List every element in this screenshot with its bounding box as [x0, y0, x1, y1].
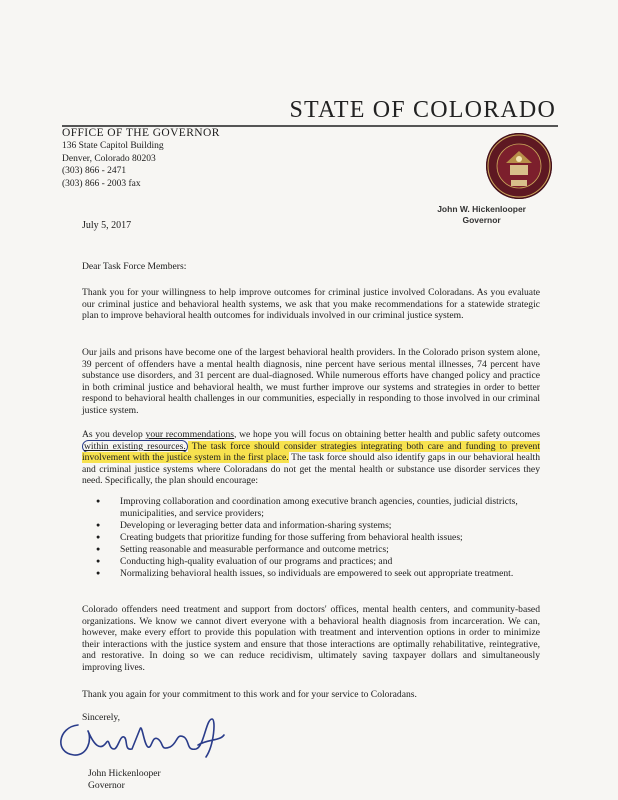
state-title: STATE OF COLORADO: [289, 97, 556, 123]
signer-block: [88, 768, 161, 792]
address-line-1: 136 State Capitol Building: [62, 141, 164, 151]
list-item: ● Conducting high-quality evaluation of our programs and practices; and: [82, 556, 540, 568]
address-line-2: Denver, Colorado 80203: [62, 153, 156, 164]
circled-existing-resources: within existing resources.: [84, 440, 186, 452]
signer-title: Governor: [88, 780, 125, 791]
p3-text-c: , we hope you will focus on obtaining better health and public safety outcomes: [234, 429, 540, 440]
governor-name: John W. Hickenlooper: [437, 204, 526, 214]
fax-number: (303) 866 - 2003 fax: [62, 178, 141, 189]
letter-date: July 5, 2017: [82, 220, 132, 231]
paragraph-3: [82, 429, 540, 487]
list-item: ● Normalizing behavioral health issues, so individuals are empowered to seek out appropriate treatment.: [82, 568, 540, 580]
phone-number: (303) 866 - 2471: [62, 166, 127, 176]
list-item: ● Improving collaboration and coordination among executive branch agencies, counties, judicial districts, municipalities, and service providers;: [82, 496, 540, 519]
paragraph-1: Thank you for your willingness to help improve outcomes for criminal justice involved Coloradans. As you evaluate our criminal justice and behavioral health systems, we ask that you make recommendations for a statewide strategic plan to improve behavioral health outcomes for individuals involved in our criminal justice system.: [82, 287, 540, 322]
list-item: ● Developing or leveraging better data and information-sharing systems;: [82, 520, 540, 532]
governor-title: Governor: [462, 215, 501, 225]
highlighted-sentence: The task force should consider strategies integrating both care and funding to prevent involvement with the justice system in the first place.: [82, 440, 540, 464]
office-address-block: [62, 127, 220, 190]
paragraph-2: Our jails and prisons have become one of the largest behavioral health providers. In the Colorado prison system alone, 39 percent of offenders have a mental health diagnosis, nine percent have serious mental illnesses, 74 percent have substance use disorders, and 31 percent are dual-diagnosed. While numerous efforts have changed policy and practice in both criminal justice and behavioral health, we must further improve our systems and strategies in order to better respond to behavioral health challenges in our communities, especially in responding to those involved in our criminal justice system.: [82, 347, 540, 416]
state-seal-icon: [486, 133, 552, 199]
salutation: Dear Task Force Members:: [82, 261, 187, 272]
office-name: OFFICE OF THE GOVERNOR: [62, 127, 220, 139]
signer-name: John Hickenlooper: [88, 768, 161, 779]
list-item: ● Creating budgets that prioritize funding for those suffering from behavioral health issues;: [82, 532, 540, 544]
paragraph-4: Colorado offenders need treatment and support from doctors' offices, mental health centers, and community-based organizations. We know we cannot divert everyone with a behavioral health diagnosis from incarceration. We can, however, make every effort to provide this population with treatment and intervention options in order to minimize their interactions with the justice system and ensure that those interactions are optimally rehabilitative, reintegrative, and restorative. In doing so we can reduce recidivism, ultimately saving taxpayer dollars and simultaneously improving lives.: [82, 604, 540, 673]
recommendations-list: [82, 496, 540, 580]
p3-text-a: As you develop: [82, 429, 146, 440]
sincerely: Sincerely,: [82, 712, 121, 723]
closing-line: Thank you again for your commitment to this work and for your service to Coloradans.: [82, 689, 417, 700]
p3-text-f: The task force should also identify gaps in our behavioral health and criminal justice systems where Coloradans do not get the mental health or substance use disorder services they need. Specifically, the plan should encourage:: [82, 452, 540, 487]
list-item: ● Setting reasonable and measurable performance and outcome metrics;: [82, 544, 540, 556]
underlined-recommendations: your recommendations: [145, 429, 234, 440]
handwritten-signature: [48, 705, 248, 770]
governor-name-block: [437, 204, 526, 226]
